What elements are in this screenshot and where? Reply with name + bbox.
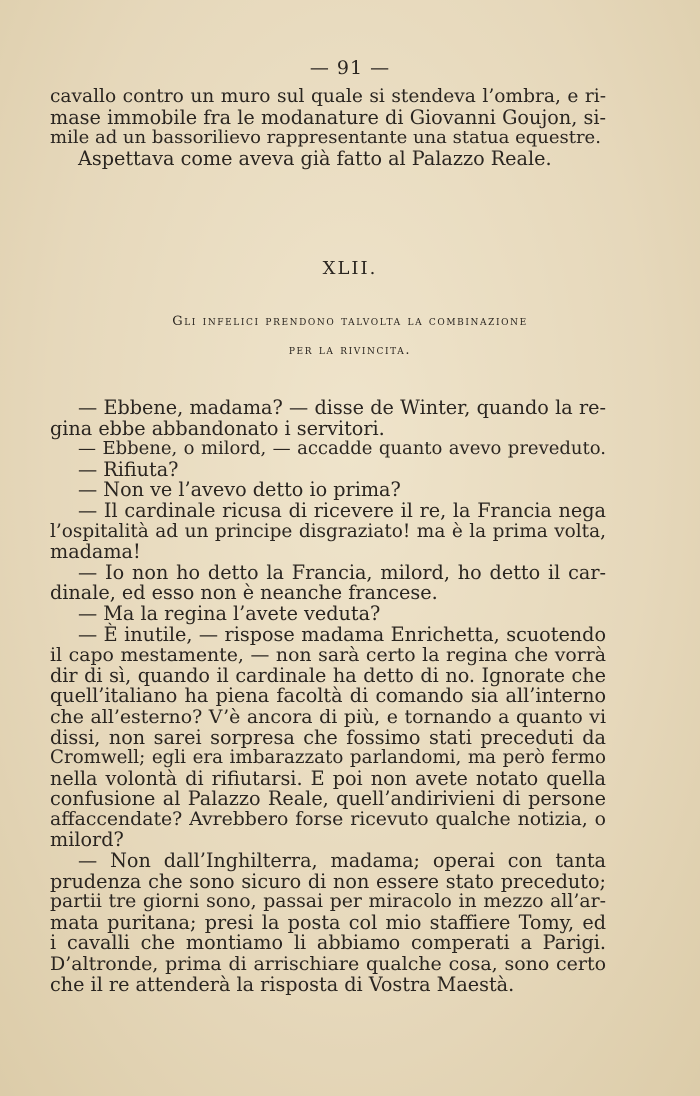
text-line: — Io non ho detto la Francia, milord, ho detto il car-	[78, 560, 606, 584]
text-line: — Ebbene, o milord, — accadde quanto avevo preveduto.	[78, 438, 606, 460]
text-line: cavallo contro un muro sul quale si stendeva l’ombra, e ri-	[50, 86, 606, 107]
text-line: che all’esterno? V’è ancora di più, e tornando a quanto vi	[50, 705, 606, 728]
text-line: il capo mestamente, — non sarà certo la regina che vorrà	[50, 644, 606, 667]
text-line: madama!	[50, 540, 141, 564]
text-line: affaccendate? Avrebbero forse ricevuto qualche notizia, o	[50, 808, 606, 830]
text-line: — È inutile, — rispose madama Enrichetta, scuotendo	[78, 622, 606, 646]
text-line: Cromwell; egli era imbarazzato parlandomi, ma però fermo	[50, 747, 606, 769]
text-line: dinale, ed esso non è neanche francese.	[50, 581, 438, 605]
text-line: Aspettava come aveva già fatto al Palazzo Reale.	[78, 146, 552, 170]
text-line: l’ospitalità ad un principe disgraziato! ma è la prima volta,	[50, 520, 606, 542]
text-line: prudenza che sono sicuro di non essere stato preceduto;	[50, 869, 606, 893]
text-line: dissi, non sarei sorpresa che fossimo stati preceduti da	[50, 725, 606, 749]
chapter-title-line: Gli infelici prendono talvolta la combinazione	[172, 314, 528, 329]
text-line: dir di sì, quando il cardinale ha detto di no. Ignorate che	[50, 663, 606, 687]
text-line: i cavalli che montiamo li abbiamo comperati a Parigi.	[50, 931, 606, 955]
text-line: che il re attenderà la risposta di Vostra Maestà.	[50, 972, 515, 996]
text-line: — Ma la regina l’avete veduta?	[78, 601, 381, 625]
text-line: nella volontà di rifiutarsi. E poi non avete notato quella	[50, 766, 606, 790]
text-line: partii tre giorni sono, passai per miracolo in mezzo all’ar-	[50, 891, 606, 913]
text-line: quell’italiano ha piena facoltà di comando sia all’interno	[50, 684, 606, 708]
text-line: — Non dall’Inghilterra, madama; operai con tanta	[78, 849, 606, 873]
chapter-body	[50, 398, 606, 995]
chapter-number: XLII.	[322, 258, 378, 279]
text-line: mile ad un bassorilievo rappresentante una statua equestre.	[50, 127, 601, 149]
text-line: — Rifiuta?	[78, 457, 179, 481]
intro-paragraph	[50, 87, 606, 169]
text-line: confusione al Palazzo Reale, quell’andirivieni di persone	[50, 787, 606, 811]
text-line: D’altronde, prima di arrischiare qualche cosa, sono certo	[50, 953, 606, 976]
text-line: — Non ve l’avevo detto io prima?	[78, 478, 401, 502]
text-line: mata puritana; presi la posta col mio staffiere Tomy, ed	[50, 910, 606, 934]
text-line: — Ebbene, madama? — disse de Winter, quando la re-	[78, 396, 606, 419]
page-number: — 91 —	[309, 57, 391, 79]
text-line: mase immobile fra le modanature di Giovanni Goujon, si-	[50, 105, 606, 129]
text-line: — Il cardinale ricusa di ricevere il re, la Francia nega	[78, 498, 606, 522]
text-line: gina ebbe abbandonato i servitori.	[50, 416, 385, 440]
text-line: milord?	[50, 828, 124, 852]
chapter-title-line: per la rivincita.	[288, 343, 412, 358]
